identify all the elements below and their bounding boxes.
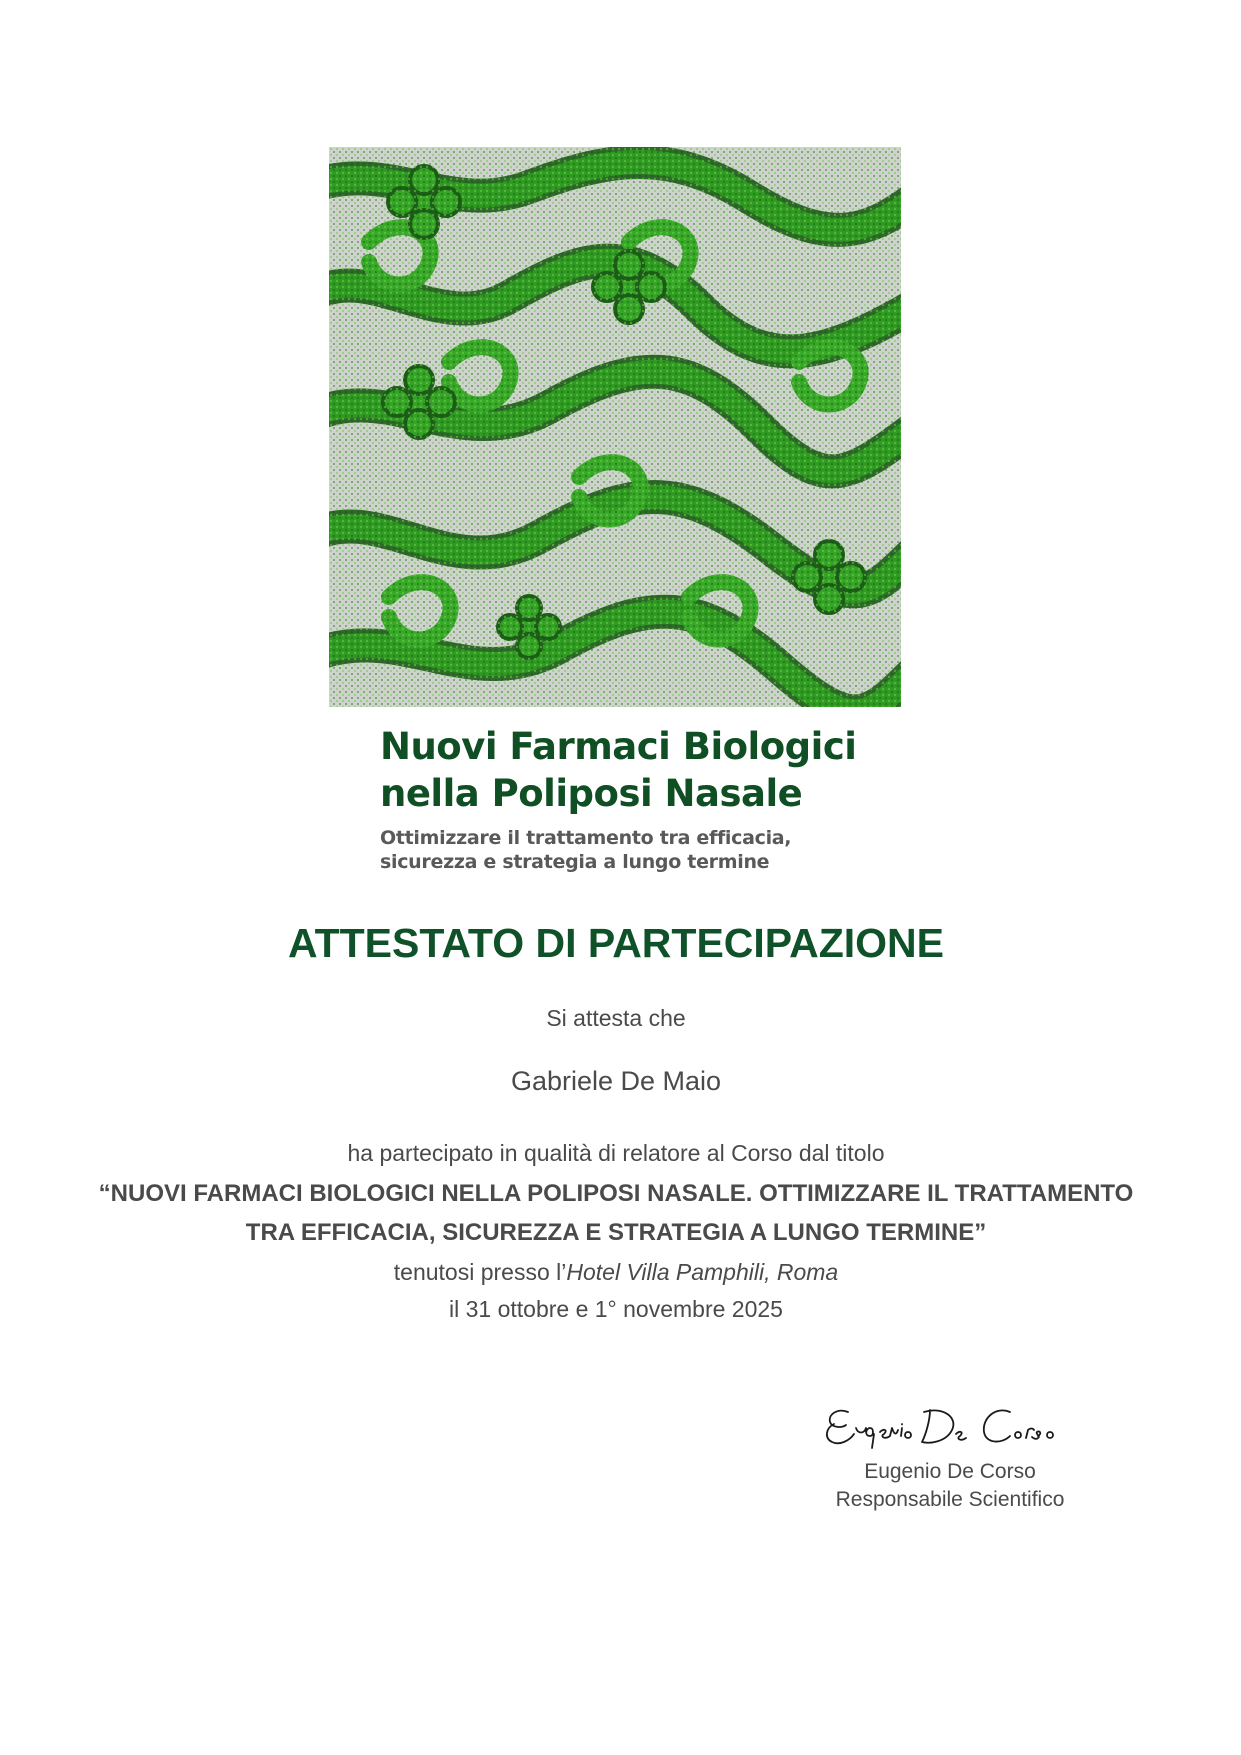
event-subtitle <box>380 826 900 874</box>
venue-name: Hotel Villa Pamphili, Roma <box>566 1259 839 1285</box>
venue-line <box>0 1257 1232 1287</box>
course-title-line-2: TRA EFFICACIA, SICUREZZA E STRATEGIA A LUNGO TERMINE” <box>245 1219 987 1246</box>
hedge-maze-illustration <box>329 147 901 707</box>
attestation-intro: Si attesta che <box>546 1005 686 1031</box>
handwritten-signature <box>820 1398 1080 1454</box>
event-subtitle-line-1: Ottimizzare il trattamento tra efficacia, <box>380 827 792 849</box>
signatory-name: Eugenio De Corso <box>864 1460 1036 1483</box>
signatory-role: Responsabile Scientifico <box>835 1488 1065 1511</box>
course-title-line-1: “NUOVI FARMACI BIOLOGICI NELLA POLIPOSI NASALE. OTTIMIZZARE IL TRATTAMENTO <box>98 1180 1134 1207</box>
event-subtitle-line-2: sicurezza e strategia a lungo termine <box>380 851 770 873</box>
event-cover-image <box>329 147 901 707</box>
signature-image <box>820 1398 1080 1454</box>
venue-prefix: tenutosi presso l’ <box>393 1259 567 1285</box>
course-title <box>80 1174 1152 1252</box>
participation-role: ha partecipato in qualità di relatore al Corso dal titolo <box>347 1140 885 1166</box>
event-dates: il 31 ottobre e 1° novembre 2025 <box>449 1296 783 1322</box>
certificate-heading: ATTESTATO DI PARTECIPAZIONE <box>288 920 944 966</box>
event-title-line-2: nella Poliposi Nasale <box>380 772 803 815</box>
event-title-line-1: Nuovi Farmaci Biologici <box>380 725 857 768</box>
recipient-name: Gabriele De Maio <box>510 1066 722 1096</box>
event-title <box>380 723 940 817</box>
